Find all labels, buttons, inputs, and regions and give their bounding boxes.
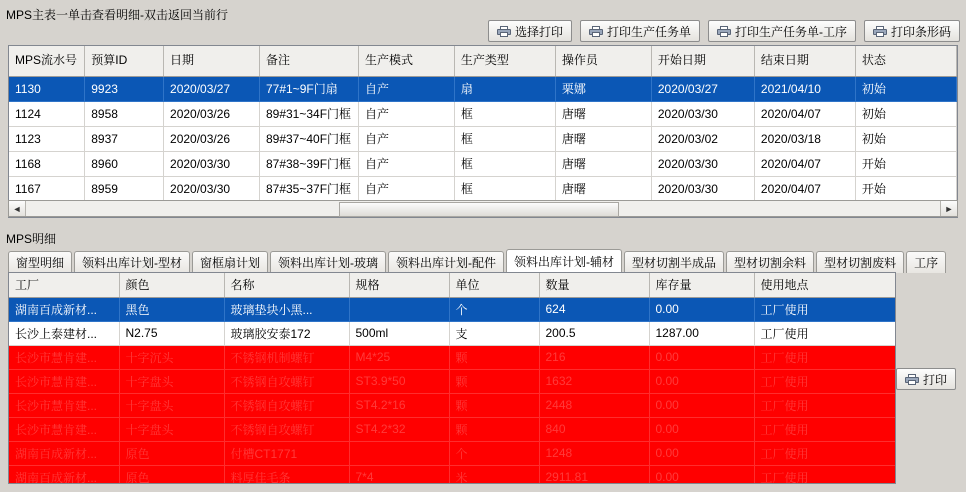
cell-mps-no: 1123: [9, 126, 85, 151]
cell-production-mode: 自产: [358, 76, 454, 101]
cell-production-mode: 自产: [358, 151, 454, 176]
cell-name: 玻璃垫块小黑...: [224, 297, 349, 321]
cell-start-date: 2020/03/30: [651, 176, 754, 201]
cell-color: 原色: [119, 441, 224, 465]
cell-end-date: 2020/04/07: [754, 151, 855, 176]
cell-factory: 长沙市慧肯建...: [9, 417, 119, 441]
cell-name: 不锈钢机制螺钉: [224, 345, 349, 369]
cell-color: 黑色: [119, 297, 224, 321]
cell-remark: 89#31~34F门框: [259, 101, 358, 126]
cell-color: 十字沉头: [119, 345, 224, 369]
cell-factory: 长沙市慧肯建...: [9, 393, 119, 417]
cell-production-type: 框: [454, 126, 555, 151]
print-button-label: 打印: [922, 372, 947, 387]
cell-color: N2.75: [119, 321, 224, 345]
cell-mps-no: 1130: [9, 76, 85, 101]
print-production-order-process-label: 打印生产任务单-工序: [734, 24, 847, 39]
cell-quantity: 1632: [539, 369, 649, 393]
print-button[interactable]: [896, 368, 956, 390]
cell-stock: 0.00: [649, 417, 754, 441]
cell-end-date: 2020/04/07: [754, 101, 855, 126]
column-header-operator[interactable]: 操作员: [555, 46, 651, 76]
cell-color: 十字盘头: [119, 369, 224, 393]
cell-end-date: 2020/03/18: [754, 126, 855, 151]
print-barcode-button[interactable]: [864, 20, 960, 42]
toolbar: [488, 20, 960, 42]
cell-quantity: 2448: [539, 393, 649, 417]
cell-status: 初始: [855, 101, 956, 126]
table-row[interactable]: [9, 441, 895, 465]
cell-start-date: 2020/03/30: [651, 101, 754, 126]
cell-factory: 长沙市慧肯建...: [9, 369, 119, 393]
table-row[interactable]: [9, 417, 895, 441]
cell-operator: 唐曙: [555, 126, 651, 151]
tab-profile-cut-waste[interactable]: 型材切割废料: [816, 251, 904, 273]
master-grid-header-row: [9, 46, 957, 76]
cell-operator: 唐曙: [555, 176, 651, 201]
cell-start-date: 2020/03/02: [651, 126, 754, 151]
scroll-right-arrow-icon[interactable]: ►: [940, 201, 957, 216]
cell-usage-location: 工厂使用: [754, 441, 895, 465]
cell-status: 开始: [855, 151, 956, 176]
cell-remark: 89#37~40F门框: [259, 126, 358, 151]
cell-unit: 米: [449, 465, 539, 484]
tab-window-frame-plan[interactable]: 窗框扇计划: [192, 251, 268, 273]
master-grid-horizontal-scrollbar[interactable]: [8, 200, 958, 217]
cell-status: 初始: [855, 76, 956, 101]
cell-name: 玻璃胶安泰172: [224, 321, 349, 345]
print-barcode-label: 打印条形码: [890, 24, 951, 39]
table-row[interactable]: [9, 151, 957, 176]
column-header-remark[interactable]: 备注: [259, 46, 358, 76]
cell-budget-id: 8937: [85, 126, 164, 151]
cell-name: 料厚佳毛条: [224, 465, 349, 484]
column-header-stock[interactable]: 库存量: [649, 273, 754, 297]
cell-mps-no: 1167: [9, 176, 85, 201]
tab-profile-cut-remnant[interactable]: 型材切割余料: [726, 251, 814, 273]
column-header-quantity[interactable]: 数量: [539, 273, 649, 297]
cell-spec: 500ml: [349, 321, 449, 345]
cell-production-type: 框: [454, 151, 555, 176]
cell-stock: 0.00: [649, 369, 754, 393]
table-row[interactable]: [9, 369, 895, 393]
table-row[interactable]: [9, 176, 957, 201]
cell-date: 2020/03/30: [164, 176, 260, 201]
print-production-order-process-button[interactable]: [708, 20, 856, 42]
select-print-button[interactable]: [488, 20, 572, 42]
column-header-date[interactable]: 日期: [164, 46, 260, 76]
detail-grid-header-row: [9, 273, 895, 297]
cell-usage-location: 工厂使用: [754, 345, 895, 369]
cell-factory: 湖南百成新材...: [9, 297, 119, 321]
table-row[interactable]: [9, 321, 895, 345]
column-header-unit[interactable]: 单位: [449, 273, 539, 297]
cell-status: 开始: [855, 176, 956, 201]
cell-unit: 颗: [449, 417, 539, 441]
cell-remark: 87#35~37F门框: [259, 176, 358, 201]
column-header-color[interactable]: 颜色: [119, 273, 224, 297]
cell-stock: 1287.00: [649, 321, 754, 345]
cell-production-type: 框: [454, 101, 555, 126]
tab-process[interactable]: 工序: [906, 251, 946, 273]
tab-material-out-auxiliary[interactable]: 领料出库计划-辅材: [506, 249, 622, 273]
column-header-usage-location[interactable]: 使用地点: [754, 273, 895, 297]
cell-spec: 7*4: [349, 465, 449, 484]
cell-date: 2020/03/26: [164, 101, 260, 126]
cell-name: 不锈钢自攻螺钉: [224, 369, 349, 393]
table-row[interactable]: [9, 393, 895, 417]
cell-date: 2020/03/27: [164, 76, 260, 101]
cell-usage-location: 工厂使用: [754, 465, 895, 484]
cell-quantity: 2911.81: [539, 465, 649, 484]
cell-unit: 颗: [449, 393, 539, 417]
cell-spec: ST4.2*16: [349, 393, 449, 417]
tab-material-out-accessory[interactable]: 领料出库计划-配件: [388, 251, 504, 273]
cell-stock: 0.00: [649, 441, 754, 465]
cell-production-mode: 自产: [358, 101, 454, 126]
printer-icon: [905, 374, 919, 385]
cell-quantity: 1248: [539, 441, 649, 465]
page-title: MPS主表一单击查看明细-双击返回当前行: [6, 8, 229, 22]
table-row[interactable]: [9, 345, 895, 369]
table-row[interactable]: [9, 465, 895, 484]
detail-tabs: [8, 249, 958, 273]
column-header-spec[interactable]: 规格: [349, 273, 449, 297]
cell-production-mode: 自产: [358, 176, 454, 201]
cell-spec: ST3.9*50: [349, 369, 449, 393]
cell-factory: 湖南百成新材...: [9, 465, 119, 484]
cell-color: 原色: [119, 465, 224, 484]
cell-mps-no: 1124: [9, 101, 85, 126]
cell-unit: 颗: [449, 345, 539, 369]
column-header-production-mode[interactable]: 生产模式: [358, 46, 454, 76]
cell-factory: 湖南百成新材...: [9, 441, 119, 465]
printer-icon: [717, 26, 731, 37]
printer-icon: [873, 26, 887, 37]
cell-name: 不锈钢自攻螺钉: [224, 417, 349, 441]
cell-usage-location: 工厂使用: [754, 417, 895, 441]
cell-date: 2020/03/26: [164, 126, 260, 151]
cell-quantity: 624: [539, 297, 649, 321]
cell-remark: 77#1~9F门扇: [259, 76, 358, 101]
cell-factory: 长沙上泰建材...: [9, 321, 119, 345]
cell-unit: 颗: [449, 369, 539, 393]
print-production-order-button[interactable]: [580, 20, 700, 42]
cell-production-type: 框: [454, 176, 555, 201]
cell-usage-location: 工厂使用: [754, 393, 895, 417]
cell-end-date: 2020/04/07: [754, 176, 855, 201]
cell-unit: 个: [449, 441, 539, 465]
detail-section-title: MPS明细: [6, 232, 57, 246]
column-header-status[interactable]: 状态: [855, 46, 956, 76]
column-header-production-type[interactable]: 生产类型: [454, 46, 555, 76]
cell-remark: 87#38~39F门框: [259, 151, 358, 176]
cell-spec: ST4.2*32: [349, 417, 449, 441]
table-row[interactable]: [9, 76, 957, 101]
detail-grid[interactable]: [8, 272, 896, 484]
column-header-factory[interactable]: 工厂: [9, 273, 119, 297]
select-print-label: 选择打印: [514, 24, 563, 39]
column-header-start-date[interactable]: 开始日期: [651, 46, 754, 76]
column-header-name[interactable]: 名称: [224, 273, 349, 297]
cell-usage-location: 工厂使用: [754, 369, 895, 393]
table-row[interactable]: [9, 297, 895, 321]
cell-status: 初始: [855, 126, 956, 151]
tab-material-out-profile[interactable]: 领料出库计划-型材: [74, 251, 190, 273]
cell-spec: M4*25: [349, 345, 449, 369]
table-row[interactable]: [9, 101, 957, 126]
cell-stock: 0.00: [649, 393, 754, 417]
cell-stock: 0.00: [649, 465, 754, 484]
cell-budget-id: 9923: [85, 76, 164, 101]
scrollbar-thumb[interactable]: [339, 202, 619, 217]
cell-factory: 长沙市慧肯建...: [9, 345, 119, 369]
printer-icon: [497, 26, 511, 37]
cell-color: 十字盘头: [119, 393, 224, 417]
scroll-left-arrow-icon[interactable]: ◄: [9, 201, 26, 216]
cell-production-mode: 自产: [358, 126, 454, 151]
cell-quantity: 840: [539, 417, 649, 441]
cell-unit: 支: [449, 321, 539, 345]
cell-production-type: 扇: [454, 76, 555, 101]
cell-date: 2020/03/30: [164, 151, 260, 176]
tab-material-out-glass[interactable]: 领料出库计划-玻璃: [270, 251, 386, 273]
column-header-budget-id[interactable]: 预算ID: [85, 46, 164, 76]
cell-unit: 个: [449, 297, 539, 321]
cell-start-date: 2020/03/27: [651, 76, 754, 101]
cell-stock: 0.00: [649, 297, 754, 321]
cell-start-date: 2020/03/30: [651, 151, 754, 176]
cell-usage-location: 工厂使用: [754, 297, 895, 321]
cell-quantity: 216: [539, 345, 649, 369]
printer-icon: [589, 26, 603, 37]
tab-window-detail[interactable]: 窗型明细: [8, 251, 72, 273]
cell-stock: 0.00: [649, 345, 754, 369]
cell-budget-id: 8958: [85, 101, 164, 126]
cell-operator: 唐曙: [555, 151, 651, 176]
cell-operator: 唐曙: [555, 101, 651, 126]
cell-spec: [349, 297, 449, 321]
cell-quantity: 200.5: [539, 321, 649, 345]
cell-usage-location: 工厂使用: [754, 321, 895, 345]
cell-spec: [349, 441, 449, 465]
cell-name: 付槽CT1771: [224, 441, 349, 465]
cell-mps-no: 1168: [9, 151, 85, 176]
cell-name: 不锈钢自攻螺钉: [224, 393, 349, 417]
print-production-order-label: 打印生产任务单: [606, 24, 691, 39]
column-header-end-date[interactable]: 结束日期: [754, 46, 855, 76]
cell-end-date: 2021/04/10: [754, 76, 855, 101]
master-grid[interactable]: [8, 45, 958, 218]
cell-color: 十字盘头: [119, 417, 224, 441]
table-row[interactable]: [9, 126, 957, 151]
cell-budget-id: 8960: [85, 151, 164, 176]
tab-profile-cut-semi[interactable]: 型材切割半成品: [624, 251, 724, 273]
column-header-mps-no[interactable]: MPS流水号: [9, 46, 85, 76]
cell-operator: 栗娜: [555, 76, 651, 101]
cell-budget-id: 8959: [85, 176, 164, 201]
